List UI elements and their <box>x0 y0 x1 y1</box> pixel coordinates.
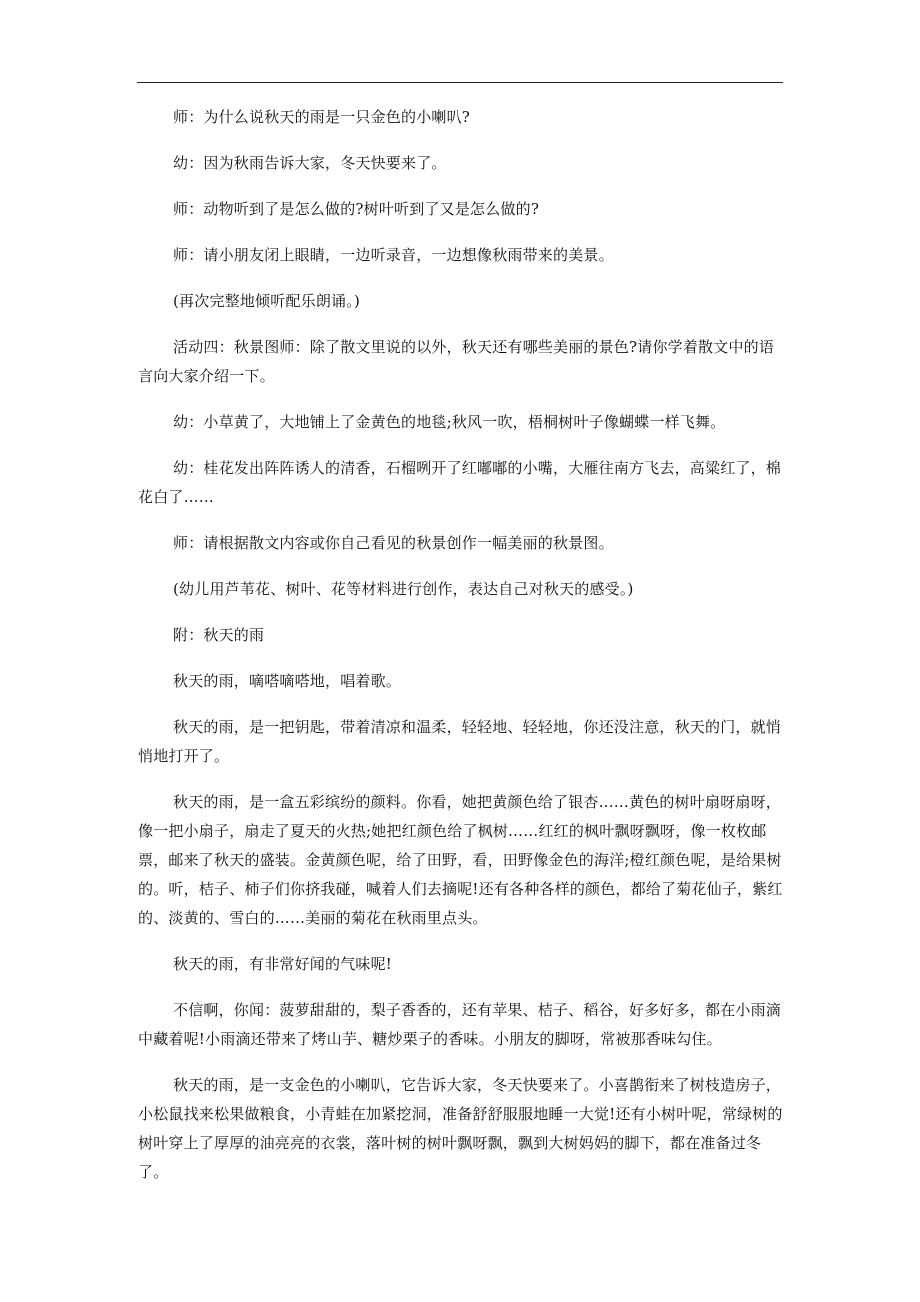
paragraph-children-create: (幼儿用芦苇花、树叶、花等材料进行创作，表达自己对秋天的感受。) <box>173 580 634 598</box>
paragraph-autumn-rain-singing: 秋天的雨，嘀嗒嘀嗒地，唱着歌。 <box>173 672 402 690</box>
header-rule <box>137 82 783 83</box>
paragraph-teacher-question-golden-trumpet: 师：为什么说秋天的雨是一只金色的小喇叭? <box>173 108 471 126</box>
paragraph-smell-fruits: 不信啊，你闻：菠萝甜甜的，梨子香香的，还有苹果、桔子、稻谷，好多好多，都在小雨滴中藏着呢!小雨滴还带来了烤山芋、糖炒栗子的香味。小朋友的脚呀，常被那香味勾住。 <box>138 1001 782 1048</box>
paragraph-child-answer-winter-coming: 幼：因为秋雨告诉大家，冬天快要来了。 <box>173 154 447 172</box>
paragraph-child-osmanthus: 幼：桂花发出阵阵诱人的清香，石榴咧开了红嘟嘟的小嘴，大雁往南方飞去，高粱红了，棉花白了…… <box>138 459 782 506</box>
paragraph-listen-again: (再次完整地倾听配乐朗诵。) <box>173 292 361 310</box>
paragraph-autumn-rain-smell: 秋天的雨，有非常好闻的气味呢! <box>173 955 393 973</box>
paragraph-child-grass-yellow: 幼：小草黄了，大地铺上了金黄色的地毯;秋风一吹，梧桐树叶子像蝴蝶一样飞舞。 <box>173 413 726 431</box>
paragraph-autumn-rain-key: 秋天的雨，是一把钥匙，带着清凉和温柔，轻轻地、轻轻地，你还没注意，秋天的门，就悄悄地打开了。 <box>138 718 782 765</box>
paragraph-teacher-close-eyes: 师：请小朋友闭上眼睛，一边听录音，一边想像秋雨带来的美景。 <box>173 246 614 264</box>
paragraph-autumn-rain-paints: 秋天的雨，是一盒五彩缤纷的颜料。你看，她把黄颜色给了银杏……黄色的树叶扇呀扇呀，像一把小扇子，扇走了夏天的火热;她把红颜色给了枫树……红红的枫叶飘呀飘呀，像一枚枚邮票，邮来了秋天的盛装。金黄颜色呢，给了田野，看，田野像金色的海洋;橙红颜色呢，是给果树的。听，桔子、柿子们你挤我碰，喊着人们去摘呢!还有各种各样的颜色，都给了菊花仙子，紫红的、淡黄的、雪白的……美丽的菊花在秋雨里点头。 <box>138 793 783 927</box>
paragraph-activity-four: 活动四：秋景图师：除了散文里说的以外，秋天还有哪些美丽的景色?请你学着散文中的语言向大家介绍一下。 <box>138 338 775 385</box>
paragraph-teacher-question-animals-leaves: 师：动物听到了是怎么做的?树叶听到了又是怎么做的? <box>173 200 540 218</box>
paragraph-autumn-rain-trumpet: 秋天的雨，是一支金色的小喇叭，它告诉大家，冬天快要来了。小喜鹊衔来了树枝造房子，小松鼠找来松果做粮食，小青蛙在加紧挖洞，准备舒舒服服地睡一大觉!还有小树叶呢，常绿树的树叶穿上了厚厚的油亮亮的衣裳，落叶树的树叶飘呀飘，飘到大树妈妈的脚下，都在准备过冬了。 <box>138 1076 783 1181</box>
paragraph-appendix-title: 附：秋天的雨 <box>173 626 265 644</box>
document-body <box>138 103 784 1204</box>
paragraph-teacher-create-picture: 师：请根据散文内容或你自己看见的秋景创作一幅美丽的秋景图。 <box>173 534 614 552</box>
